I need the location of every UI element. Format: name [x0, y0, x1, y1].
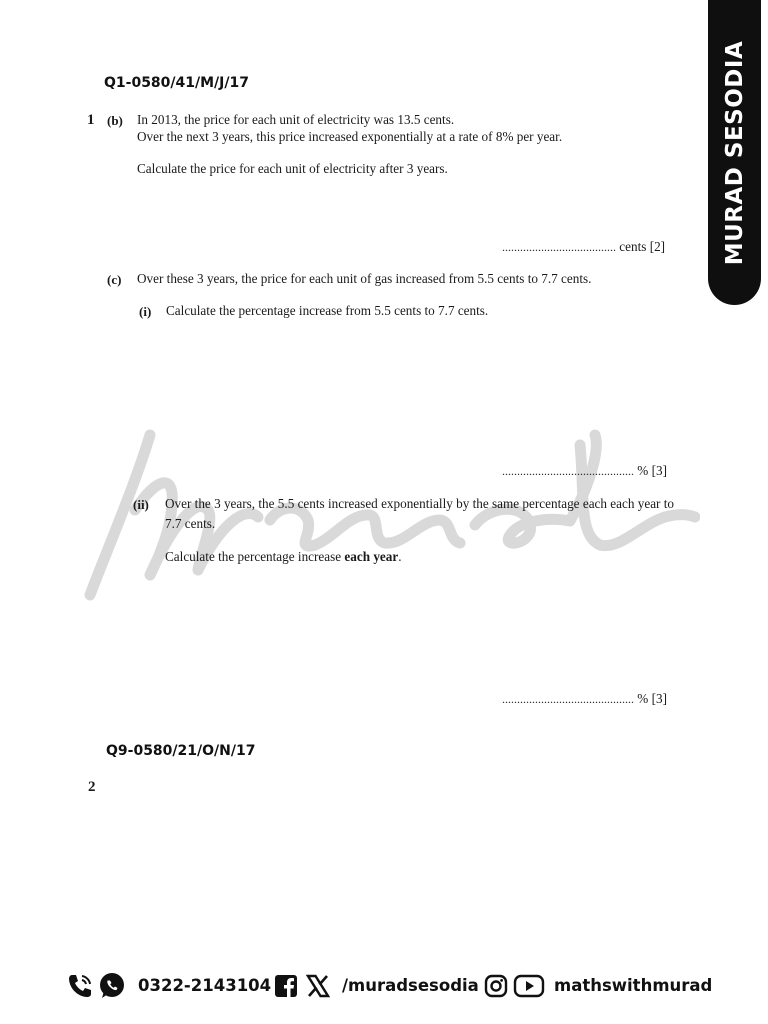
- instagram-icon: [484, 974, 508, 998]
- phone-number: 0322-2143104: [138, 976, 272, 995]
- instruction-prefix: Calculate the percentage increase: [165, 549, 345, 564]
- q1-b-answer-line: [502, 237, 665, 257]
- answer-dots: ............................................: [502, 464, 634, 478]
- q1-c-i-text: Calculate the percentage increase from 5.5 cents to 7.7 cents.: [166, 303, 489, 318]
- q1-c-ii-label: (ii): [133, 497, 149, 512]
- q1-b-line2: Over the next 3 years, this price increased exponentially at a rate of 8% per year.: [137, 129, 563, 144]
- answer-dots: ......................................: [502, 240, 616, 254]
- q2-reference: Q9-0580/21/O/N/17: [106, 743, 256, 759]
- q1-c-ii-text: Over the 3 years, the 5.5 cents increased exponentially by the same percentage each each year to 7.7 cents.: [165, 496, 674, 531]
- q1-c-ii-answer-line: [502, 689, 667, 709]
- youtube-icon: [513, 974, 545, 998]
- q1-reference: Q1-0580/41/M/J/17: [104, 75, 249, 91]
- q1-b-instruction: Calculate the price for each unit of electricity after 3 years.: [137, 161, 448, 176]
- q1-c-text: Over these 3 years, the price for each unit of gas increased from 5.5 cents to 7.7 cents.: [137, 271, 592, 286]
- whatsapp-icon: [98, 972, 126, 1000]
- instruction-emphasis: each year: [344, 549, 399, 564]
- answer-unit: cents [2]: [619, 239, 666, 254]
- footer-contact-bar: [66, 970, 716, 1004]
- answer-dots: ............................................: [502, 692, 634, 706]
- q2-number: 2: [88, 779, 96, 795]
- answer-unit: % [3]: [637, 463, 667, 478]
- q1-c-label: (c): [107, 272, 122, 287]
- q1-c-i-label: (i): [139, 304, 152, 319]
- q1-c-ii-instruction: [165, 547, 685, 567]
- q1-b-line1: In 2013, the price for each unit of electricity was 13.5 cents.: [137, 112, 455, 127]
- brand-tab: [708, 0, 761, 305]
- q1-c-i-answer-line: [502, 461, 667, 481]
- facebook-icon: [274, 974, 298, 998]
- x-twitter-icon: [306, 974, 330, 998]
- answer-unit: % [3]: [637, 691, 667, 706]
- brand-tab-text: MURAD SESODIA: [721, 40, 748, 265]
- phone-icon: [66, 972, 94, 1000]
- channel-name: mathswithmurad: [554, 976, 713, 995]
- instruction-suffix: .: [398, 549, 402, 564]
- q1-b-label: (b): [107, 113, 123, 128]
- social-handle: /muradsesodia: [342, 976, 479, 995]
- q1-number: 1: [87, 112, 95, 128]
